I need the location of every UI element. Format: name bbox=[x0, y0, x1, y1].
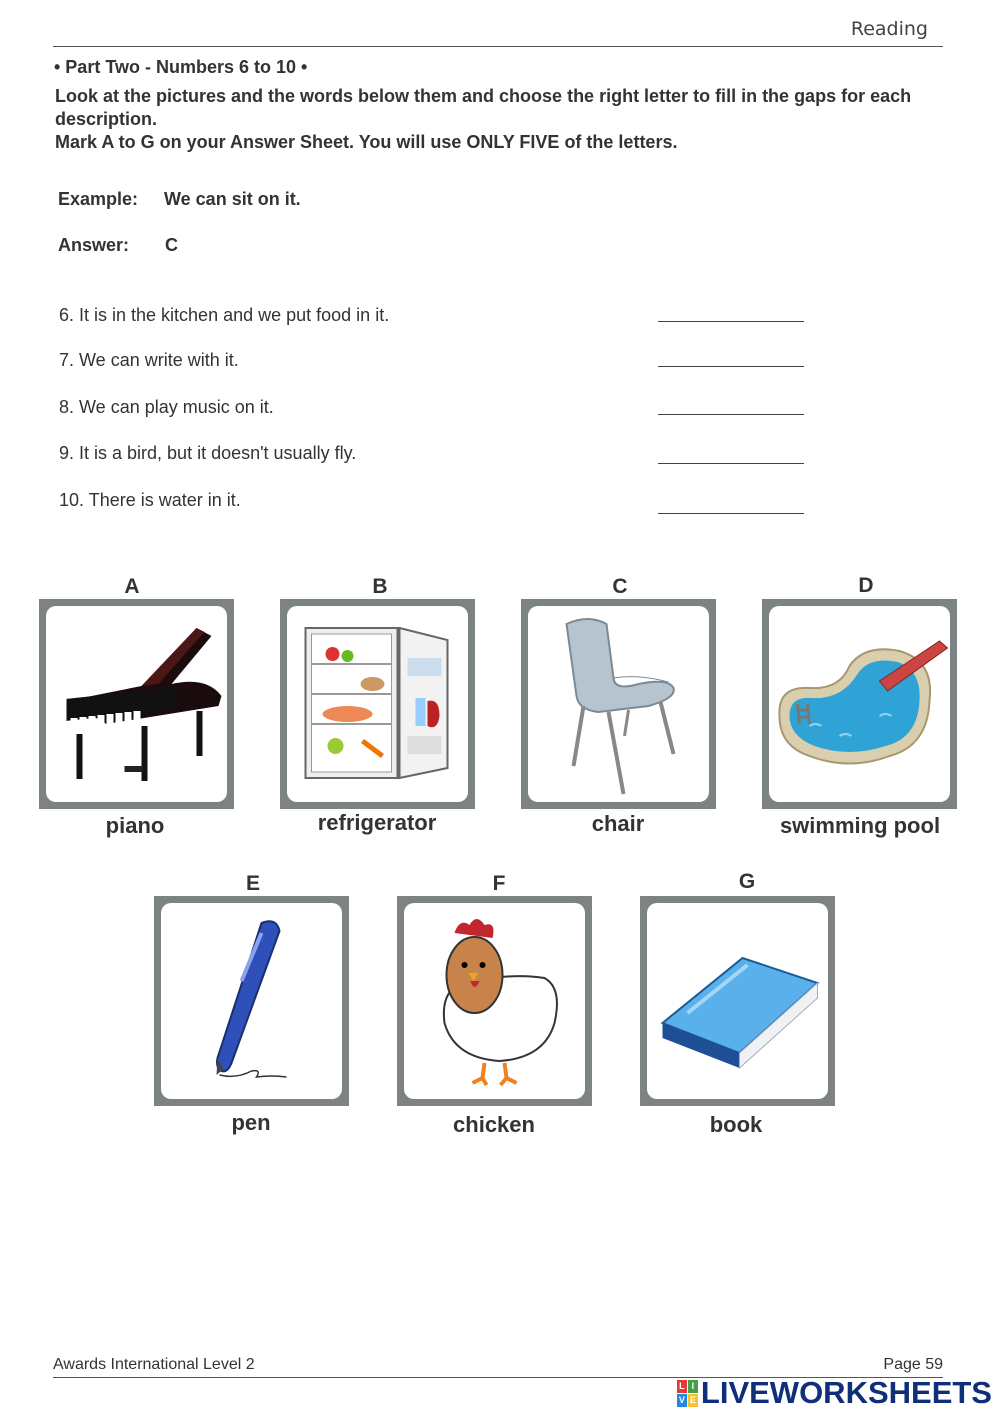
example-label: Example: bbox=[58, 189, 139, 209]
liveworksheets-brand-text: LIVEWORKSHEETS bbox=[700, 1375, 992, 1410]
page-number: Page 59 bbox=[883, 1356, 943, 1373]
picture-card-a bbox=[39, 599, 234, 809]
liveworksheets-brand[interactable] bbox=[677, 1375, 992, 1411]
picture-caption-f: chicken bbox=[453, 1112, 535, 1137]
piano-icon bbox=[46, 606, 227, 802]
chair-icon bbox=[528, 606, 709, 802]
header-divider bbox=[53, 46, 943, 47]
section-title: • Part Two - Numbers 6 to 10 • bbox=[54, 57, 308, 77]
picture-letter-b: B bbox=[372, 575, 388, 598]
picture-caption-a: piano bbox=[105, 813, 165, 838]
question-9: 9. It is a bird, but it doesn't usually fly. bbox=[59, 443, 357, 463]
picture-caption-d: swimming pool bbox=[779, 813, 941, 838]
picture-letter-d: D bbox=[858, 574, 874, 597]
instruction-line: Mark A to G on your Answer Sheet. You will use ONLY FIVE of the letters. bbox=[55, 132, 678, 152]
answer-blank-8[interactable] bbox=[658, 414, 804, 415]
picture-card-f bbox=[397, 896, 592, 1106]
swimming-pool-icon bbox=[769, 606, 950, 802]
instruction-line: Look at the pictures and the words below them and choose the right letter to fill in the gaps for each description. bbox=[55, 86, 912, 129]
example-answer: C bbox=[165, 235, 178, 255]
picture-caption-c: chair bbox=[591, 811, 645, 836]
answer-label: Answer: bbox=[58, 235, 130, 255]
question-6: 6. It is in the kitchen and we put food in it. bbox=[59, 305, 390, 325]
liveworksheets-logo-icon: L I V E bbox=[678, 1380, 696, 1405]
book-icon bbox=[647, 903, 828, 1099]
picture-card-e bbox=[154, 896, 349, 1106]
answer-blank-10[interactable] bbox=[658, 513, 804, 514]
answer-blank-7[interactable] bbox=[658, 366, 804, 367]
picture-letter-g: G bbox=[738, 870, 756, 893]
picture-card-b bbox=[280, 599, 475, 809]
page-header-title: Reading bbox=[850, 18, 928, 40]
instructions bbox=[55, 85, 945, 154]
picture-card-c bbox=[521, 599, 716, 809]
picture-caption-e: pen bbox=[231, 1110, 271, 1135]
question-10: 10. There is water in it. bbox=[59, 490, 241, 510]
question-7: 7. We can write with it. bbox=[59, 350, 239, 370]
answer-blank-6[interactable] bbox=[658, 321, 804, 322]
picture-letter-e: E bbox=[245, 872, 260, 895]
picture-letter-a: A bbox=[124, 575, 140, 598]
picture-caption-b: refrigerator bbox=[317, 810, 437, 835]
example-text: We can sit on it. bbox=[164, 189, 301, 209]
picture-card-g bbox=[640, 896, 835, 1106]
chicken-icon bbox=[404, 903, 585, 1099]
question-8: 8. We can play music on it. bbox=[59, 397, 274, 417]
picture-caption-g: book bbox=[709, 1112, 763, 1137]
picture-letter-c: C bbox=[612, 575, 628, 598]
picture-card-d bbox=[762, 599, 957, 809]
answer-blank-9[interactable] bbox=[658, 463, 804, 464]
refrigerator-icon bbox=[287, 606, 468, 802]
footer-left-text: Awards International Level 2 bbox=[53, 1356, 255, 1373]
picture-letter-f: F bbox=[492, 872, 506, 895]
pen-icon bbox=[161, 903, 342, 1099]
